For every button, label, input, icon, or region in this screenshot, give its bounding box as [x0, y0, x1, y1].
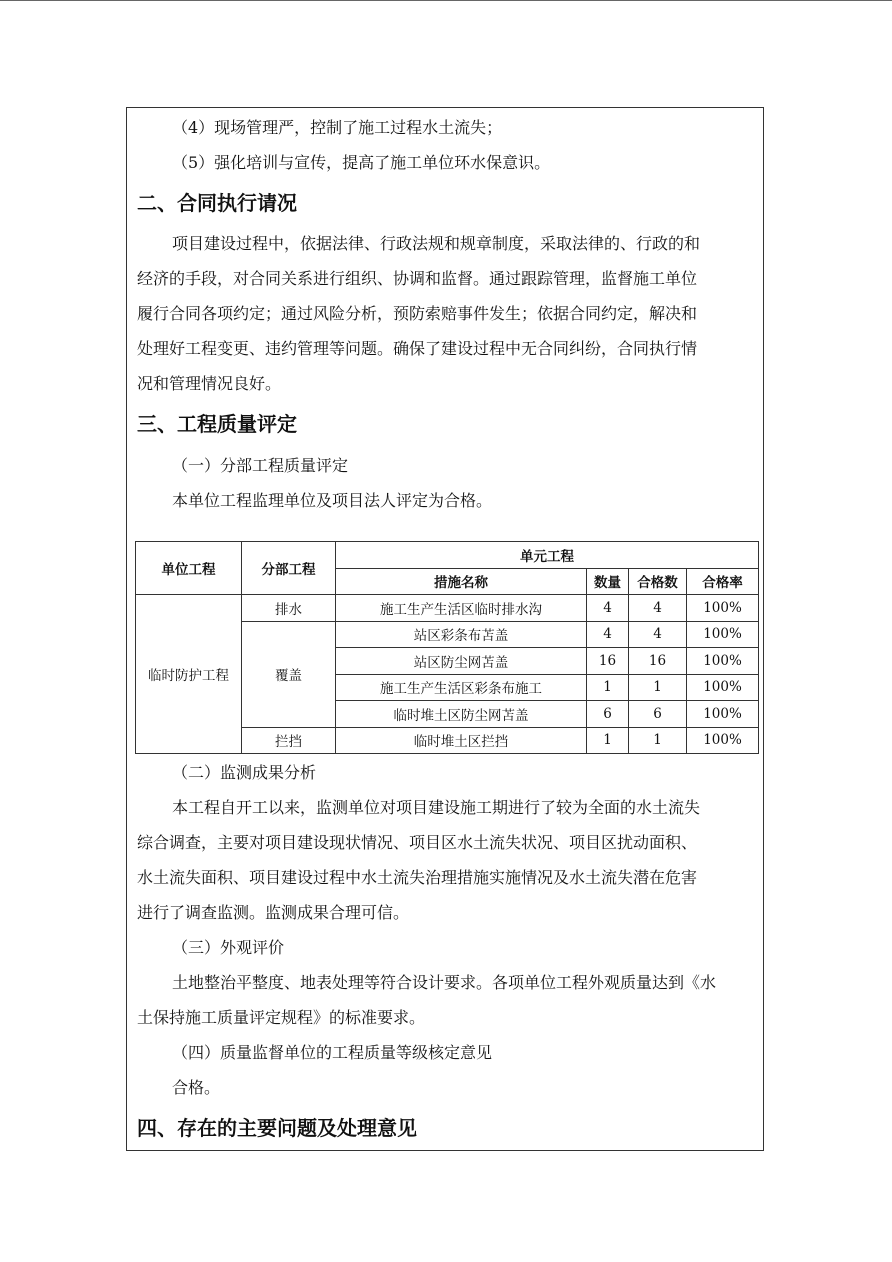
cell-measure-name: 站区防尘网苫盖	[336, 648, 587, 675]
cell-pass-count: 4	[629, 595, 687, 622]
subsection-3-title: （三）外观评价	[172, 938, 285, 957]
table-row	[136, 595, 759, 622]
header-unit-work: 单元工程	[336, 542, 759, 569]
cell-sub-project: 排水	[242, 595, 336, 622]
section-2-line-5: 况和管理情况良好。	[137, 374, 282, 393]
header-unit-project: 单位工程	[136, 542, 242, 595]
cell-quantity: 4	[587, 595, 629, 622]
section-2-line-1: 项目建设过程中，依据法律、行政法规和规章制度，采取法律的、行政的和	[172, 234, 701, 253]
cell-sub-project: 拦挡	[242, 727, 336, 754]
cell-pass-count: 16	[629, 648, 687, 675]
page-top-rule	[0, 0, 892, 1]
cell-quantity: 16	[587, 648, 629, 675]
cell-pass-rate: 100%	[687, 674, 759, 701]
subsection-3-line-2: 土保持施工质量评定规程》的标准要求。	[137, 1008, 426, 1027]
section-3-heading: 三、工程质量评定	[137, 412, 297, 436]
cell-unit-project: 临时防护工程	[136, 595, 242, 754]
item-5: （5）强化培训与宣传，提高了施工单位环水保意识。	[172, 153, 551, 172]
cell-pass-count: 4	[629, 621, 687, 648]
header-measure-name: 措施名称	[336, 568, 587, 595]
section-2-line-2: 经济的手段，对合同关系进行组织、协调和监督。通过跟踪管理，监督施工单位	[137, 269, 698, 288]
section-2-line-3: 履行合同各项约定；通过风险分析，预防索赔事件发生；依据合同约定，解决和	[137, 304, 698, 323]
cell-pass-count: 6	[629, 701, 687, 728]
cell-pass-rate: 100%	[687, 621, 759, 648]
header-pass-count: 合格数	[629, 568, 687, 595]
cell-pass-count: 1	[629, 674, 687, 701]
cell-quantity: 6	[587, 701, 629, 728]
item-4: （4）现场管理严，控制了施工过程水土流失；	[172, 118, 503, 137]
cell-pass-count: 1	[629, 727, 687, 754]
header-quantity: 数量	[587, 568, 629, 595]
cell-pass-rate: 100%	[687, 648, 759, 675]
cell-sub-project: 覆盖	[242, 621, 336, 727]
cell-measure-name: 施工生产生活区彩条布施工	[336, 674, 587, 701]
cell-measure-name: 临时堆土区拦挡	[336, 727, 587, 754]
cell-quantity: 4	[587, 621, 629, 648]
section-4-heading: 四、存在的主要问题及处理意见	[137, 1116, 417, 1140]
subsection-3-line-1: 土地整治平整度、地表处理等符合设计要求。各项单位工程外观质量达到《水	[172, 973, 717, 992]
cell-measure-name: 临时堆土区防尘网苫盖	[336, 701, 587, 728]
quality-table	[135, 541, 759, 754]
subsection-4-text: 合格。	[172, 1078, 221, 1097]
subsection-4-title: （四）质量监督单位的工程质量等级核定意见	[172, 1043, 493, 1062]
cell-measure-name: 施工生产生活区临时排水沟	[336, 595, 587, 622]
cell-measure-name: 站区彩条布苫盖	[336, 621, 587, 648]
header-pass-rate: 合格率	[687, 568, 759, 595]
cell-pass-rate: 100%	[687, 701, 759, 728]
cell-quantity: 1	[587, 674, 629, 701]
section-2-heading: 二、合同执行请况	[137, 191, 297, 215]
cell-pass-rate: 100%	[687, 595, 759, 622]
cell-pass-rate: 100%	[687, 727, 759, 754]
header-sub-project: 分部工程	[242, 542, 336, 595]
cell-quantity: 1	[587, 727, 629, 754]
subsection-2-line-2: 综合调查，主要对项目建设现状情况、项目区水土流失状况、项目区扰动面积、	[137, 833, 698, 852]
section-2-line-4: 处理好工程变更、违约管理等问题。确保了建设过程中无合同纠纷，合同执行情	[137, 339, 698, 358]
subsection-2-line-3: 水土流失面积、项目建设过程中水土流失治理措施实施情况及水土流失潜在危害	[137, 868, 698, 887]
subsection-2-line-4: 进行了调查监测。监测成果合理可信。	[137, 903, 410, 922]
subsection-1-title: （一）分部工程质量评定	[172, 456, 349, 475]
subsection-2-title: （二）监测成果分析	[172, 763, 317, 782]
subsection-1-text: 本单位工程监理单位及项目法人评定为合格。	[172, 491, 493, 510]
subsection-2-line-1: 本工程自开工以来，监测单位对项目建设施工期进行了较为全面的水土流失	[172, 798, 701, 817]
